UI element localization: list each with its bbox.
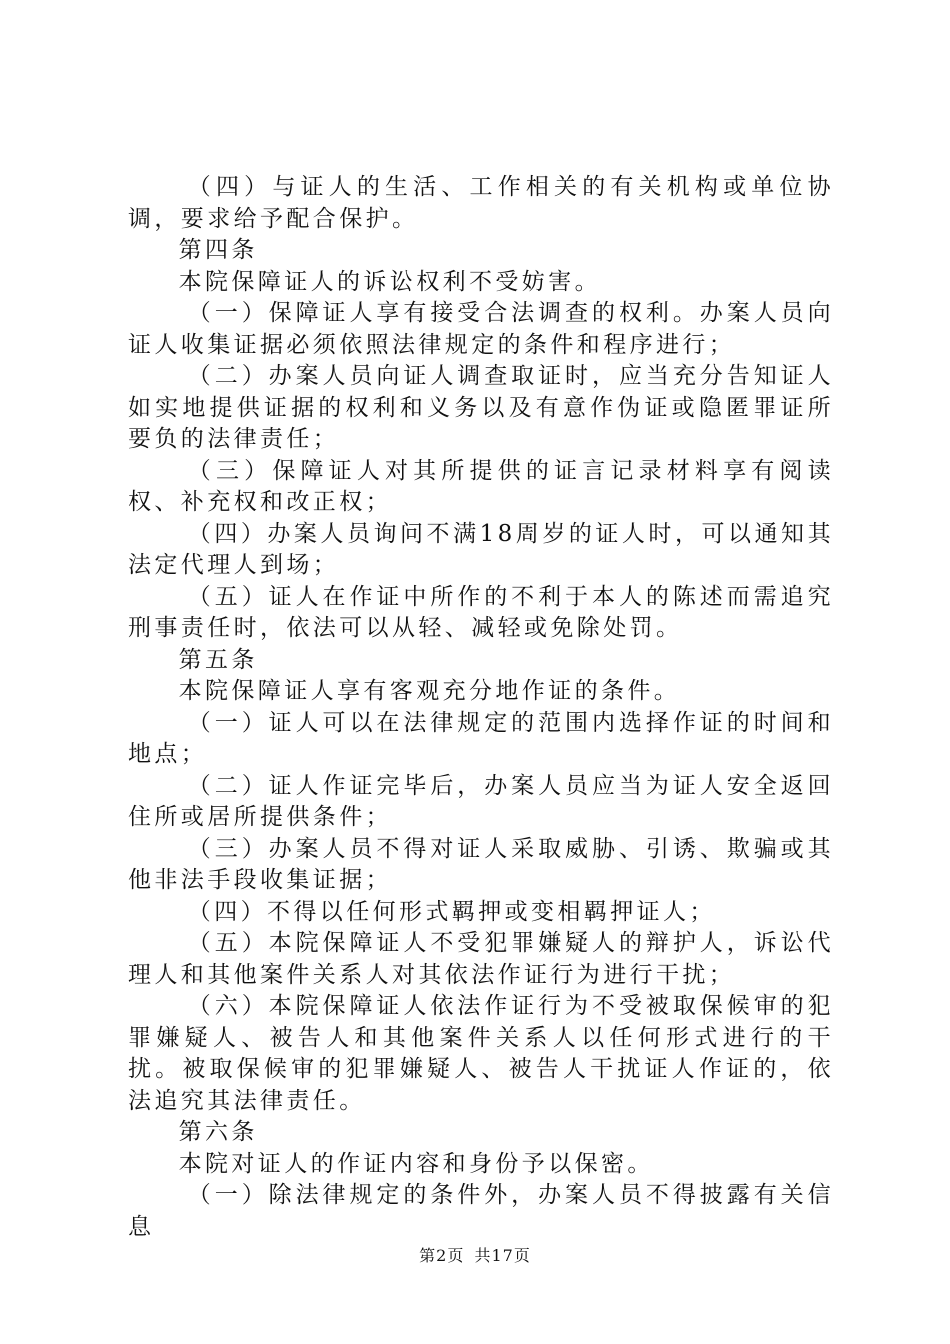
article-lead-6: 本院对证人的作证内容和身份予以保密。 bbox=[178, 1150, 654, 1177]
paragraph-5-3: （三）办案人员不得对证人采取威胁、引诱、欺骗或其他非法手段收集证据； bbox=[128, 835, 834, 893]
total-pages-label: 共17页 bbox=[474, 1246, 531, 1265]
paragraph-5-1: （一）证人可以在法律规定的范围内选择作证的时间和地点； bbox=[128, 709, 834, 767]
paragraph-5-6: （六）本院保障证人依法作证行为不受被取保候审的犯罪嫌疑人、被告人和其他案件关系人以任何形式进行的干扰。被取保候审的犯罪嫌疑人、被告人干扰证人作证的，依法追究其法律责任。 bbox=[128, 993, 834, 1114]
paragraph-4-1: （一）保障证人享有接受合法调查的权利。办案人员向证人收集证据必须依照法律规定的条件和程序进行； bbox=[128, 300, 834, 358]
page-number-label: 第2页 bbox=[419, 1246, 465, 1265]
paragraph-5-4: （四）不得以任何形式羁押或变相羁押证人； bbox=[187, 898, 716, 925]
paragraph-5-5: （五）本院保障证人不受犯罪嫌疑人的辩护人，诉讼代理人和其他案件关系人对其依法作证行为进行干扰； bbox=[128, 930, 834, 988]
paragraph-4-4: （四）办案人员询问不满18周岁的证人时，可以通知其法定代理人到场； bbox=[128, 520, 834, 578]
paragraph-5-2: （二）证人作证完毕后，办案人员应当为证人安全返回住所或居所提供条件； bbox=[128, 772, 834, 830]
article-heading-4: 第四条 bbox=[178, 237, 258, 263]
article-heading-5: 第五条 bbox=[178, 646, 258, 673]
article-lead-4: 本院保障证人的诉讼权利不受妨害。 bbox=[178, 268, 601, 295]
paragraph-6-1: （一）除法律规定的条件外，办案人员不得披露有关信息 bbox=[128, 1182, 834, 1240]
article-heading-6: 第六条 bbox=[178, 1119, 258, 1145]
page-footer bbox=[0, 1243, 950, 1266]
document-body bbox=[128, 172, 834, 1243]
paragraph-item-4-coordination: （四）与证人的生活、工作相关的有关机构或单位协调，要求给予配合保护。 bbox=[128, 174, 834, 232]
article-lead-5: 本院保障证人享有客观充分地作证的条件。 bbox=[178, 678, 681, 704]
paragraph-4-5: （五）证人在作证中所作的不利于本人的陈述而需追究刑事责任时，依法可以从轻、减轻或免除处罚。 bbox=[128, 583, 834, 641]
paragraph-4-3: （三）保障证人对其所提供的证言记录材料享有阅读权、补充权和改正权； bbox=[128, 457, 834, 515]
paragraph-4-2: （二）办案人员向证人调查取证时，应当充分告知证人如实地提供证据的权利和义务以及有意作伪证或隐匿罪证所要负的法律责任； bbox=[128, 363, 834, 452]
